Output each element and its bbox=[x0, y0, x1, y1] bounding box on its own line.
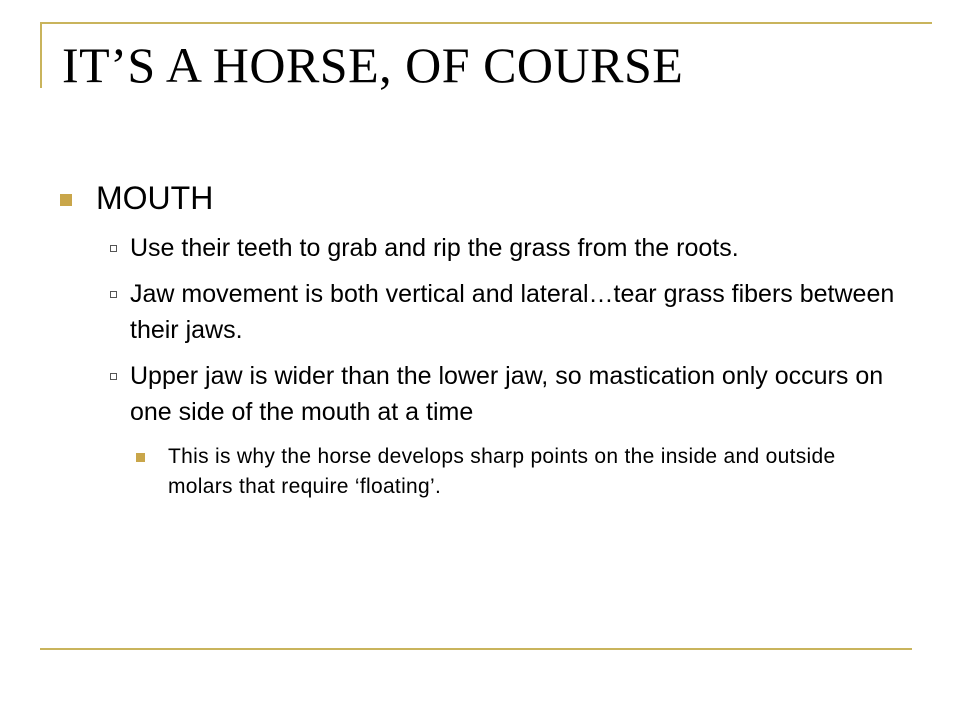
slide-body bbox=[60, 176, 900, 502]
sub-bullet-text: Upper jaw is wider than the lower jaw, so mastication only occurs on one side of the mouth at a time bbox=[130, 362, 884, 426]
sub-sub-bullet-floating bbox=[60, 442, 900, 502]
hollow-square-bullet-icon bbox=[110, 373, 117, 380]
sub-bullet-upper-jaw bbox=[60, 358, 900, 430]
square-bullet-icon bbox=[136, 453, 145, 462]
slide-title: IT’S A HORSE, OF COURSE bbox=[62, 37, 684, 93]
sub-bullet-text: Jaw movement is both vertical and lateral…tear grass fibers between their jaws. bbox=[130, 280, 895, 344]
sub-sub-bullet-text: This is why the horse develops sharp points on the inside and outside molars that require ‘floating’. bbox=[168, 445, 836, 498]
hollow-square-bullet-icon bbox=[110, 245, 117, 252]
bottom-decorative-rule bbox=[40, 648, 912, 650]
hollow-square-bullet-icon bbox=[110, 291, 117, 298]
square-bullet-icon bbox=[60, 194, 72, 206]
top-decorative-rule bbox=[40, 22, 932, 24]
left-decorative-rule bbox=[40, 22, 42, 88]
sub-bullet-jaw-movement bbox=[60, 276, 900, 348]
sub-bullet-text: Use their teeth to grab and rip the grass from the roots. bbox=[130, 234, 739, 262]
bullet-text: MOUTH bbox=[96, 180, 214, 216]
bullet-mouth bbox=[60, 176, 900, 220]
sub-bullet-teeth bbox=[60, 230, 900, 266]
